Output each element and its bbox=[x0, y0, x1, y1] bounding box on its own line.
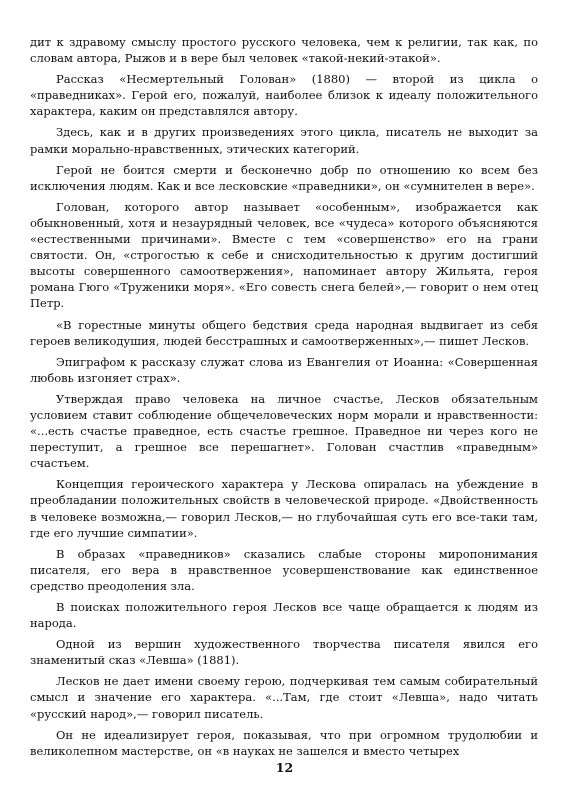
paragraph-14: Он не идеализирует героя, показывая, что при огромном трудолюбии и великолепном мастерстве, он «в науках не зашелся и вместо четырех bbox=[30, 727, 538, 758]
paragraph-8: Утверждая право человека на личное счастье, Лесков обязательным условием ставит соблюдение общечеловеческих норм морали и нравственности: «...есть счастье праведное, есть счастье грешное. Праведное ни через кого не переступит, а грешное все перешагнет». Голован счастлив «праведным» счастьем. bbox=[30, 391, 538, 471]
body-text bbox=[30, 34, 538, 759]
paragraph-12: Одной из вершин художественного творчества писателя явился его знаменитый сказ «Левша» (1881). bbox=[30, 637, 538, 668]
paragraph-11: В поисках положительного героя Лесков все чаще обращается к людям из народа. bbox=[30, 600, 538, 631]
paragraph-4: Герой не боится смерти и бесконечно добр по отношению ко всем без исключения людям. Как и все лесковские «праведники», он «сумнителен в вере». bbox=[30, 162, 538, 193]
paragraph-10: В образах «праведников» сказались слабые стороны миропонимания писателя, его вера в нравственное усовершенствование как единственное средство преодоления зла. bbox=[30, 546, 538, 593]
paragraph-7: Эпиграфом к рассказу служат слова из Евангелия от Иоанна: «Совершенная любовь изгоняет страх». bbox=[30, 354, 538, 385]
paragraph-5: Голован, которого автор называет «особенным», изображается как обыкновенный, хотя и незаурядный человек, все «чудеса» которого объясняются «естественными причинами». Вместе с тем «совершенство» его на грани святости. Он, «строгостью к себе и снисходительностью к другим достигший высоты совершенного самоотвержения», напоминает автору Жильята, героя романа Гюго «Труженики моря». «Его совесть снега белей»,— говорит о нем отец Петр. bbox=[30, 199, 538, 311]
paragraph-13: Лесков не дает имени своему герою, подчеркивая тем самым собирательный смысл и значение его характера. «...Там, где стоит «Левша», надо читать «русский народ»,— говорил писатель. bbox=[30, 674, 538, 721]
paragraph-3: Здесь, как и в других произведениях этого цикла, писатель не выходит за рамки морально-нравственных, этических категорий. bbox=[30, 125, 538, 156]
paragraph-2: Рассказ «Несмертельный Голован» (1880) — второй из цикла о «праведниках». Герой его, пожалуй, наиболее близок к идеалу положительного характера, каким он представлялся автору. bbox=[30, 72, 538, 119]
page-number: 12 bbox=[275, 760, 294, 775]
paragraph-6: «В горестные минуты общего бедствия среда народная выдвигает из себя героев великодушия, людей бесстрашных и самоотверженных»,— пишет Лесков. bbox=[30, 317, 538, 348]
paragraph-9: Концепция героического характера у Лескова опиралась на убеждение в преобладании положительных свойств в человеческой природе. «Двойственность в человеке возможна,— говорил Лесков,— но глубочайшая суть его все-таки там, где его лучшие симпатии». bbox=[30, 477, 538, 540]
paragraph-1: дит к здравому смыслу простого русского человека, чем к религии, так как, по словам автора, Рыжов и в вере был человек «такой-некий-этакой». bbox=[30, 35, 538, 66]
